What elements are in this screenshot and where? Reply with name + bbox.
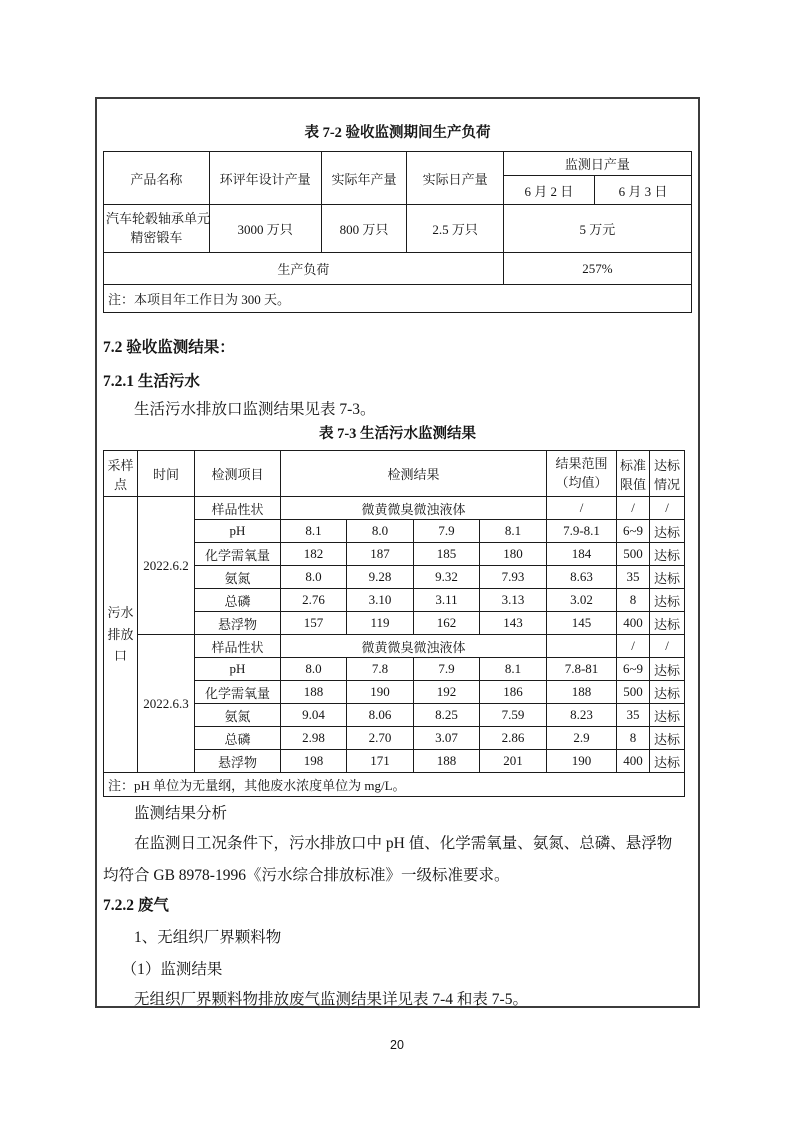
page-number: 20	[390, 1038, 404, 1052]
t73-cell-status: 达标	[650, 727, 685, 750]
t73-cell-value: 2.86	[480, 727, 547, 750]
table-7-3-title: 表 7-3 生活污水监测结果	[318, 426, 477, 442]
t73-cell-status: 达标	[650, 681, 685, 704]
t73-cell-date-2: 2022.6.3	[138, 635, 195, 773]
t73-cell-value: 201	[480, 750, 547, 773]
product-name-line1: 汽车轮毂轴承单元	[106, 210, 211, 226]
list-item-fugitive-particulate: 1、无组织厂界颗料物	[134, 929, 282, 946]
t72-header-date-jun3: 6 月 3 日	[594, 176, 691, 205]
table-row	[104, 152, 692, 176]
t73-cell-status: 达标	[650, 589, 685, 612]
t73-cell-value: 8.06	[347, 704, 414, 727]
analysis-line2: 均符合 GB 8978-1996《污水综合排放标准》一级标准要求。	[103, 867, 510, 884]
t73-cell-value: 3.11	[414, 589, 480, 612]
t73-cell-range: 8.23	[547, 704, 617, 727]
t73-cell-limit: 35	[617, 704, 650, 727]
t73-cell-status: 达标	[650, 704, 685, 727]
t73-cell-limit: 500	[617, 681, 650, 704]
analysis-paragraph	[103, 828, 692, 892]
t73-cell-limit: 500	[617, 543, 650, 566]
table-row	[104, 253, 692, 285]
product-name-line2: 精密锻车	[130, 229, 183, 245]
t72-cell-load-value: 257%	[503, 253, 691, 285]
t72-cell-actual-year: 800 万只	[321, 205, 407, 253]
t73-cell-limit: /	[617, 635, 650, 658]
t73-cell-value: 7.93	[480, 566, 547, 589]
analysis-subtitle: 监测结果分析	[134, 805, 228, 822]
t73-header-time: 时间	[138, 451, 195, 497]
section-7-2-heading: 7.2 验收监测结果：	[103, 339, 235, 356]
t73-cell-limit: 35	[617, 566, 650, 589]
t73-cell-item: pH	[195, 658, 281, 681]
t73-cell-value: 3.07	[414, 727, 480, 750]
t73-cell-item: 化学需氧量	[195, 681, 281, 704]
t73-note: 注：pH 单位为无量纲，其他废水浓度单位为 mg/L。	[104, 773, 685, 797]
t73-cell-range: 184	[547, 543, 617, 566]
table-row	[104, 205, 692, 253]
t73-cell-value: 7.9	[414, 520, 480, 543]
t72-cell-design: 3000 万只	[209, 205, 321, 253]
t73-cell-item: 总磷	[195, 589, 281, 612]
table-row	[104, 773, 685, 797]
t72-cell-actual-day: 2.5 万只	[407, 205, 503, 253]
paragraph-sewage-intro: 生活污水排放口监测结果见表 7-3。	[134, 401, 376, 418]
t73-cell-range: 7.8-81	[547, 658, 617, 681]
t73-cell-status: /	[650, 635, 685, 658]
t73-cell-value: 182	[281, 543, 347, 566]
table-row	[104, 285, 692, 313]
section-7-2-1-heading: 7.2.1 生活污水	[103, 373, 200, 390]
t72-header-monitor-day: 监测日产量	[503, 152, 691, 176]
t73-header-status: 达标情况	[650, 451, 685, 497]
t73-cell-value: 186	[480, 681, 547, 704]
t73-cell-value: 8.0	[281, 658, 347, 681]
t73-cell-value: 198	[281, 750, 347, 773]
t72-header-date-jun2: 6 月 2 日	[503, 176, 594, 205]
t73-cell-status: 达标	[650, 750, 685, 773]
t73-cell-appearance: 微黄微臭微浊液体	[281, 497, 547, 520]
table-7-2-title: 表 7-2 验收监测期间生产负荷	[304, 125, 491, 141]
t73-header-range	[547, 451, 617, 497]
t73-cell-sample-point: 污水排放口	[104, 497, 138, 773]
t73-cell-range: 7.9-8.1	[547, 520, 617, 543]
table-row	[104, 635, 685, 658]
range-header-line2: （均值）	[555, 474, 608, 490]
t73-cell-value: 180	[480, 543, 547, 566]
t73-cell-value: 3.13	[480, 589, 547, 612]
t73-cell-value: 2.76	[281, 589, 347, 612]
t73-cell-value: 187	[347, 543, 414, 566]
t73-cell-status: 达标	[650, 566, 685, 589]
t72-header-product: 产品名称	[104, 152, 210, 205]
t73-cell-range: 2.9	[547, 727, 617, 750]
t73-cell-value: 9.28	[347, 566, 414, 589]
t73-cell-value: 8.0	[347, 520, 414, 543]
t73-cell-value: 3.10	[347, 589, 414, 612]
t73-cell-range	[547, 635, 617, 658]
t73-cell-status: 达标	[650, 658, 685, 681]
t73-cell-value: 8.25	[414, 704, 480, 727]
t73-cell-value: 2.98	[281, 727, 347, 750]
t73-cell-range: 3.02	[547, 589, 617, 612]
table-row	[104, 497, 685, 520]
table-7-2-production-load	[103, 151, 692, 313]
t73-cell-value: 8.1	[281, 520, 347, 543]
t73-cell-status: 达标	[650, 612, 685, 635]
t73-cell-value: 9.32	[414, 566, 480, 589]
t73-cell-value: 188	[414, 750, 480, 773]
t73-cell-value: 143	[480, 612, 547, 635]
t73-cell-value: 2.70	[347, 727, 414, 750]
t73-cell-value: 8.0	[281, 566, 347, 589]
t73-header-item: 检测项目	[195, 451, 281, 497]
t73-cell-value: 8.1	[480, 658, 547, 681]
t72-header-design-capacity: 环评年设计产量	[209, 152, 321, 205]
t72-note: 注：本项目年工作日为 300 天。	[104, 285, 692, 313]
range-header-line1: 结果范围	[555, 455, 608, 471]
t73-cell-limit: 8	[617, 727, 650, 750]
t73-cell-value: 7.59	[480, 704, 547, 727]
t73-cell-item: 样品性状	[195, 497, 281, 520]
t73-cell-value: 162	[414, 612, 480, 635]
t73-cell-item: 氨氮	[195, 704, 281, 727]
t73-cell-item: 样品性状	[195, 635, 281, 658]
t73-header-result: 检测结果	[281, 451, 547, 497]
content-border-frame	[95, 97, 700, 1008]
t73-cell-item: 悬浮物	[195, 750, 281, 773]
t73-cell-item: 氨氮	[195, 566, 281, 589]
t73-cell-item: 化学需氧量	[195, 543, 281, 566]
t73-cell-item: pH	[195, 520, 281, 543]
paragraph-gas-reference: 无组织厂界颗料物排放废气监测结果详见表 7-4 和表 7-5。	[134, 991, 528, 1008]
t73-cell-date-1: 2022.6.2	[138, 497, 195, 635]
t73-cell-range: /	[547, 497, 617, 520]
t73-cell-item: 总磷	[195, 727, 281, 750]
t73-cell-status: /	[650, 497, 685, 520]
t73-cell-range: 188	[547, 681, 617, 704]
t73-cell-limit: 8	[617, 589, 650, 612]
t73-cell-value: 7.9	[414, 658, 480, 681]
t73-cell-limit: 6~9	[617, 520, 650, 543]
t73-cell-value: 8.1	[480, 520, 547, 543]
t73-cell-limit: /	[617, 497, 650, 520]
t73-cell-status: 达标	[650, 520, 685, 543]
t72-cell-load-label: 生产负荷	[104, 253, 504, 285]
t73-cell-range: 145	[547, 612, 617, 635]
t73-cell-value: 157	[281, 612, 347, 635]
t73-cell-value: 190	[347, 681, 414, 704]
t73-cell-status: 达标	[650, 543, 685, 566]
t73-cell-range: 190	[547, 750, 617, 773]
t72-cell-product-name	[104, 205, 210, 253]
t73-cell-value: 119	[347, 612, 414, 635]
t72-header-actual-day: 实际日产量	[407, 152, 503, 205]
analysis-line1: 在监测日工况条件下，污水排放口中 pH 值、化学需氧量、氨氮、总磷、悬浮物	[134, 835, 673, 852]
section-7-2-2-heading: 7.2.2 废气	[103, 897, 169, 914]
t73-header-sample-point: 采样点	[104, 451, 138, 497]
t73-cell-value: 192	[414, 681, 480, 704]
t73-cell-value: 7.8	[347, 658, 414, 681]
t73-header-limit: 标准限值	[617, 451, 650, 497]
t73-cell-value: 185	[414, 543, 480, 566]
t73-cell-value: 171	[347, 750, 414, 773]
table-row	[104, 451, 685, 497]
t73-cell-range: 8.63	[547, 566, 617, 589]
table-7-3-sewage-results	[103, 450, 685, 797]
t73-cell-limit: 400	[617, 750, 650, 773]
t72-cell-monitor-output: 5 万元	[503, 205, 691, 253]
t72-header-actual-year: 实际年产量	[321, 152, 407, 205]
t73-cell-limit: 400	[617, 612, 650, 635]
t73-cell-appearance: 微黄微臭微浊液体	[281, 635, 547, 658]
t73-cell-limit: 6~9	[617, 658, 650, 681]
t73-cell-value: 188	[281, 681, 347, 704]
t73-cell-value: 9.04	[281, 704, 347, 727]
t73-cell-item: 悬浮物	[195, 612, 281, 635]
list-item-monitor-result: （1）监测结果	[121, 961, 223, 978]
